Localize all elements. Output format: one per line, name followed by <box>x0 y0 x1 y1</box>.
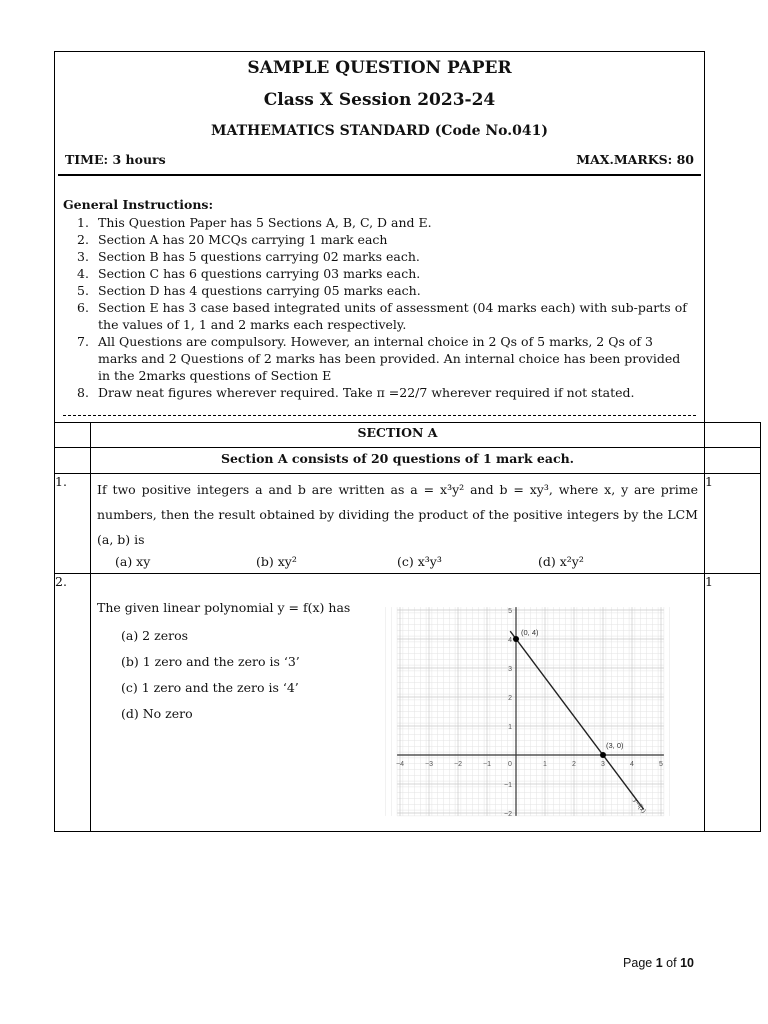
question-row <box>55 574 761 832</box>
subject-title: MATHEMATICS STANDARD (Code No.041) <box>211 123 548 139</box>
section-title-row <box>55 423 761 448</box>
page-prefix: Page <box>623 956 653 970</box>
instruction-text: Section E has 3 case based integrated units of assessment (04 marks each) with sub-parts of the values of 1, 1 and 2 marks each respectively. <box>98 300 687 332</box>
question-text: If two positive integers a and b are written as a = x³y² and b = xy³, where x, y are prime numbers, then the result obtained by dividing the product of the positive integers by the LCM (a, b) is <box>97 482 698 547</box>
page-of: of <box>666 956 677 970</box>
section-title: SECTION A <box>91 423 705 448</box>
instruction-number: 8. <box>77 385 89 400</box>
question-marks: 1 <box>705 474 761 574</box>
x-tick-label: −1 <box>483 761 491 768</box>
x-tick-label: −2 <box>454 761 462 768</box>
question-options <box>91 554 704 573</box>
linear-graph <box>396 604 681 818</box>
instruction-item <box>77 265 687 282</box>
max-marks-label: MAX.MARKS: 80 <box>576 152 694 167</box>
x-tick-label: −4 <box>396 761 404 768</box>
data-point <box>513 636 519 642</box>
x-tick-label: −3 <box>425 761 433 768</box>
instruction-number: 5. <box>77 283 89 298</box>
question-row <box>55 474 761 574</box>
instruction-item <box>77 214 687 231</box>
y-tick-label: −2 <box>504 811 512 818</box>
instruction-item <box>77 333 687 384</box>
instruction-text: Section A has 20 MCQs carrying 1 mark each <box>98 232 388 247</box>
instruction-text: This Question Paper has 5 Sections A, B, C, D and E. <box>98 215 432 230</box>
x-tick-label: 1 <box>543 761 547 768</box>
option-a: (a) 2 zeros <box>121 628 189 643</box>
y-tick-label: 1 <box>508 724 512 731</box>
option-d: (d) x²y² <box>538 554 584 569</box>
instruction-item <box>77 384 687 401</box>
option-b: (b) xy² <box>256 554 297 569</box>
y-tick-label: 3 <box>508 666 512 673</box>
point-label: (0, 4) <box>521 628 539 637</box>
instruction-number: 1. <box>77 215 89 230</box>
y-tick-label: 2 <box>508 695 512 702</box>
x-tick-label: 2 <box>572 761 576 768</box>
section-subtitle: Section A consists of 20 questions of 1 mark each. <box>91 448 705 474</box>
option-c: (c) x³y³ <box>397 554 442 569</box>
question-marks: 1 <box>705 574 761 832</box>
instruction-text: All Questions are compulsory. However, an internal choice in 2 Qs of 5 marks, 2 Qs of 3 marks and 2 Questions of 2 marks has been provided. An internal choice has been provided in the 2marks questions of Section E <box>98 334 681 383</box>
time-label: TIME: 3 hours <box>65 152 166 167</box>
header-divider <box>58 174 701 176</box>
x-tick-label: 5 <box>659 761 663 768</box>
page-number <box>623 956 694 970</box>
page-current: 1 <box>655 956 663 970</box>
data-point <box>600 752 606 758</box>
y-tick-label: 5 <box>508 608 512 615</box>
instruction-item <box>77 231 687 248</box>
instruction-text: Section C has 6 questions carrying 03 marks each. <box>98 266 421 281</box>
paper-header <box>54 51 705 423</box>
instruction-text: Section B has 5 questions carrying 02 marks each. <box>98 249 420 264</box>
instruction-item <box>77 248 687 265</box>
paper-title: SAMPLE QUESTION PAPER <box>247 58 512 78</box>
x-tick-label: 4 <box>630 761 634 768</box>
class-session: Class X Session 2023-24 <box>263 90 496 110</box>
question-body <box>91 474 705 574</box>
instruction-number: 4. <box>77 266 89 281</box>
question-text: The given linear polynomial y = f(x) has <box>97 600 351 615</box>
instruction-text: Section D has 4 questions carrying 05 marks each. <box>98 283 421 298</box>
instructions-heading: General Instructions: <box>63 197 214 212</box>
option-c: (c) 1 zero and the zero is ‘4’ <box>121 680 299 695</box>
instruction-item <box>77 282 687 299</box>
instruction-item <box>77 299 687 333</box>
option-b: (b) 1 zero and the zero is ‘3’ <box>121 654 300 669</box>
line-label: y=f(x) <box>631 797 647 815</box>
x-tick-label: 3 <box>601 761 605 768</box>
option-d: (d) No zero <box>121 706 193 721</box>
instruction-text: Draw neat figures wherever required. Take π =22/7 wherever required if not stated. <box>98 385 635 400</box>
instructions-list <box>77 214 687 401</box>
question-number: 1. <box>55 474 91 574</box>
question-body <box>91 574 705 832</box>
option-a: (a) xy <box>115 554 151 569</box>
x-tick-label: 0 <box>508 761 512 768</box>
instruction-number: 2. <box>77 232 89 247</box>
instruction-number: 3. <box>77 249 89 264</box>
questions-table <box>54 422 761 832</box>
instruction-number: 7. <box>77 334 89 349</box>
instruction-number: 6. <box>77 300 89 315</box>
y-tick-label: 4 <box>508 637 512 644</box>
point-label: (3, 0) <box>606 741 624 750</box>
section-subtitle-row <box>55 448 761 474</box>
page-total: 10 <box>680 956 694 970</box>
instructions-divider <box>63 415 696 416</box>
question-number: 2. <box>55 574 91 832</box>
y-tick-label: −1 <box>504 782 512 789</box>
